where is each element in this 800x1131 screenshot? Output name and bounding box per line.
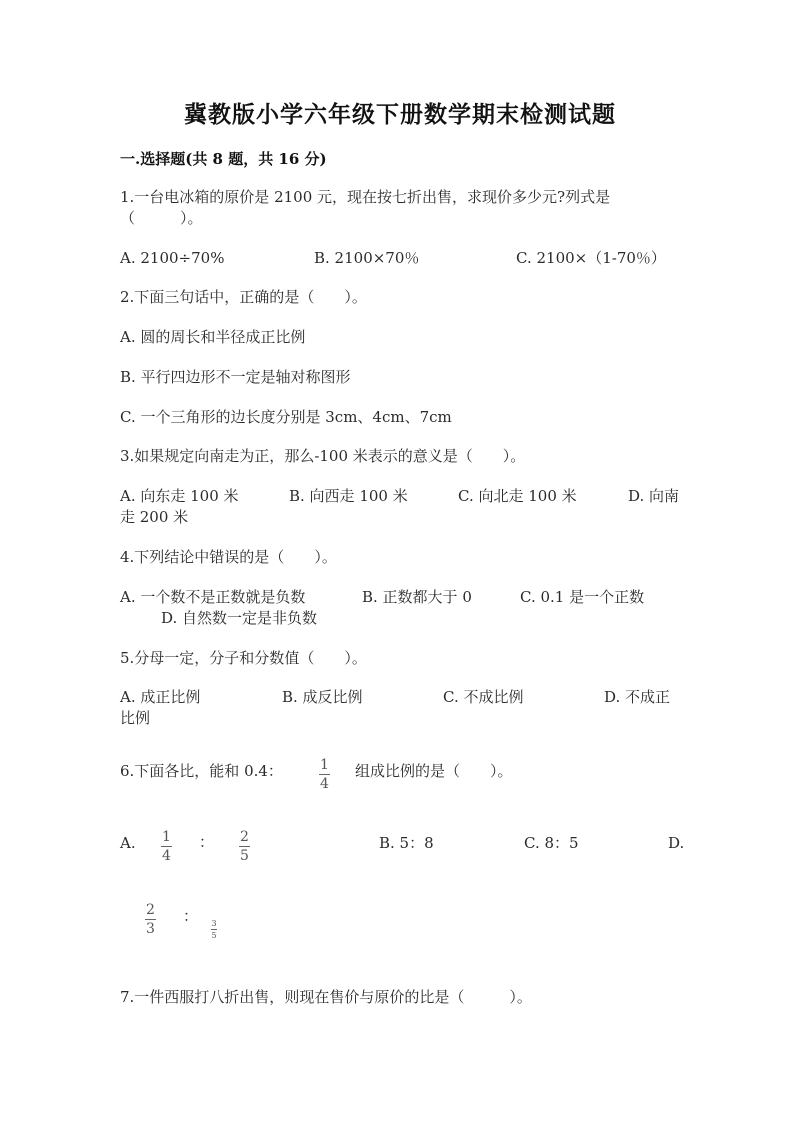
- fraction-denominator: 5: [211, 931, 217, 940]
- fraction-bar: [211, 929, 217, 930]
- question-5-option-c: C. 不成比例: [443, 688, 524, 706]
- question-3-stem: 3.如果规定向南走为正，那么-100 米表示的意义是（ ）。: [120, 447, 526, 465]
- question-3-option-d-continued: 走 200 米: [120, 508, 189, 526]
- question-1-stem-line2: （ ）。: [120, 209, 203, 227]
- question-5-option-b: B. 成反比例: [282, 688, 363, 706]
- fraction-denominator: 5: [240, 848, 249, 864]
- question-7-stem: 7.一件西服打八折出售，则现在售价与原价的比是（ ）。: [120, 988, 532, 1006]
- question-6-option-d-label: D.: [668, 834, 685, 852]
- question-6-option-d-fraction-2: [211, 919, 217, 940]
- question-6-option-a-colon: ：: [199, 833, 215, 851]
- question-3-option-a: A. 向东走 100 米: [120, 487, 239, 505]
- question-4-option-b: B. 正数都大于 0: [362, 588, 472, 606]
- fraction-numerator: 3: [211, 919, 217, 928]
- question-3-option-d: D. 向南: [628, 487, 680, 505]
- question-1-option-c: C. 2100×（1-70％）: [516, 249, 666, 267]
- question-1-option-b: B. 2100×70％: [314, 249, 420, 267]
- question-2-option-a: A. 圆的周长和半径成正比例: [120, 328, 306, 346]
- question-6-option-d-colon: ：: [183, 907, 199, 925]
- fraction-numerator: 1: [162, 829, 171, 845]
- fraction-bar: [145, 919, 156, 920]
- fraction-numerator: 2: [146, 902, 155, 918]
- question-6-option-c: C. 8：5: [524, 834, 579, 852]
- fraction-denominator: 3: [146, 921, 155, 937]
- fraction-denominator: 4: [162, 848, 171, 864]
- section-heading: 一.选择题(共 8 题，共 16 分): [120, 150, 327, 168]
- question-4-option-d: D. 自然数一定是非负数: [161, 609, 318, 627]
- question-6-stem-before: 6.下面各比，能和 0.4：: [120, 762, 283, 780]
- question-6-option-a-label: A.: [120, 834, 136, 852]
- fraction-bar: [239, 846, 250, 847]
- question-2-option-b: B. 平行四边形不一定是轴对称图形: [120, 368, 351, 386]
- question-5-stem: 5.分母一定，分子和分数值（ ）。: [120, 649, 367, 667]
- question-1-option-a: A. 2100÷70%: [120, 249, 225, 267]
- question-4-option-a: A. 一个数不是正数就是负数: [120, 588, 306, 606]
- question-4-stem: 4.下列结论中错误的是（ ）。: [120, 548, 337, 566]
- page-title: 冀教版小学六年级下册数学期末检测试题: [184, 101, 616, 128]
- fraction-numerator: 2: [240, 829, 249, 845]
- fraction-bar: [161, 846, 172, 847]
- question-6-option-d-fraction-1: [145, 902, 156, 937]
- question-6-option-b: B. 5：8: [379, 834, 434, 852]
- question-6-stem-after: 组成比例的是（ ）。: [355, 762, 513, 780]
- question-3-option-b: B. 向西走 100 米: [289, 487, 408, 505]
- fraction-bar: [319, 774, 330, 775]
- question-4-option-c: C. 0.1 是一个正数: [520, 588, 645, 606]
- question-3-option-c: C. 向北走 100 米: [458, 487, 577, 505]
- fraction-denominator: 4: [320, 776, 329, 792]
- question-2-option-c: C. 一个三角形的边长度分别是 3cm、4cm、7cm: [120, 408, 452, 426]
- question-2-stem: 2.下面三句话中，正确的是（ ）。: [120, 288, 367, 306]
- question-5-option-d: D. 不成正: [604, 688, 671, 706]
- question-6-stem-fraction: [319, 757, 330, 792]
- question-1-stem-line1: 1.一台电冰箱的原价是 2100 元，现在按七折出售，求现价多少元?列式是: [120, 188, 611, 206]
- question-5-option-d-continued: 比例: [120, 709, 151, 727]
- fraction-numerator: 1: [320, 757, 329, 773]
- question-6-option-a-fraction-1: [161, 829, 172, 864]
- question-6-option-a-fraction-2: [239, 829, 250, 864]
- question-5-option-a: A. 成正比例: [120, 688, 201, 706]
